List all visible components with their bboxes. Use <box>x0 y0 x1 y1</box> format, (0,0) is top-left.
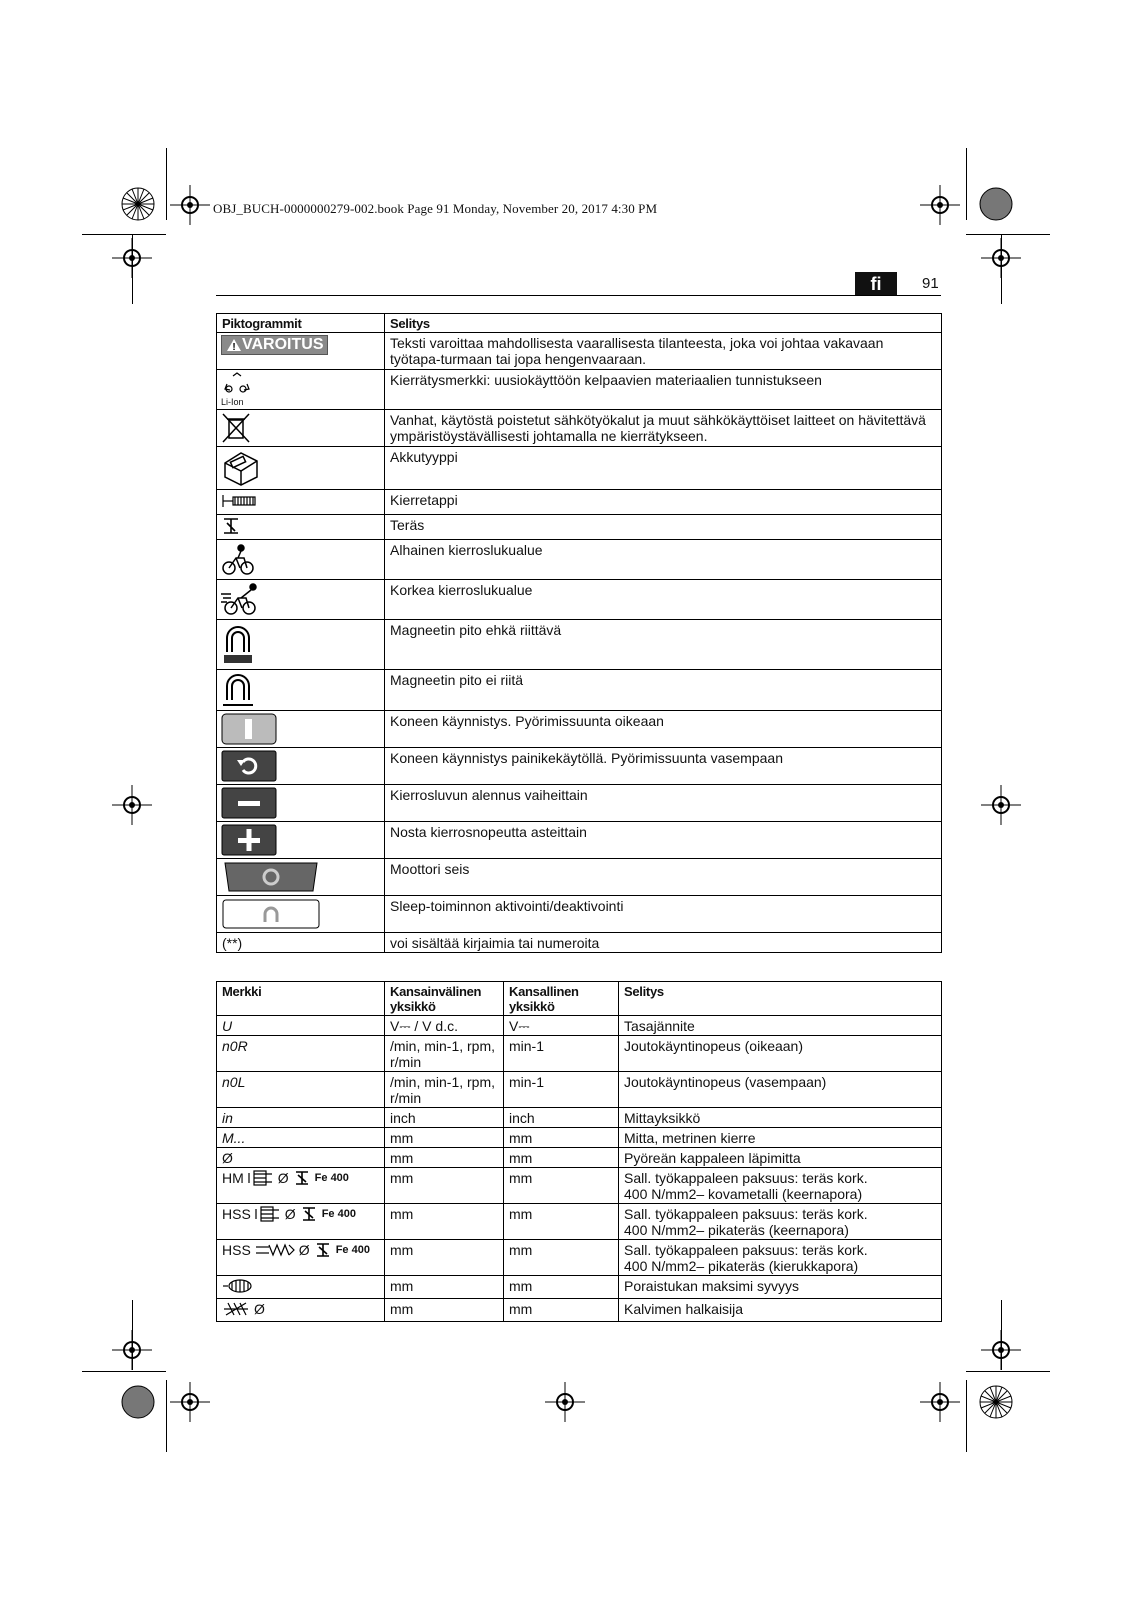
table-row <box>217 1036 942 1072</box>
registration-target-icon <box>545 1382 585 1422</box>
table-row <box>217 333 942 370</box>
magnet-weak-icon <box>221 622 255 666</box>
national-unit-cell: mm <box>504 1276 619 1299</box>
column-header: Merkki <box>217 982 385 1016</box>
registration-target-icon <box>981 785 1021 825</box>
minus-button-icon <box>221 787 277 819</box>
icon-cell <box>217 620 385 670</box>
national-unit-cell: mm <box>504 1204 619 1240</box>
description-cell: Joutokäyntinopeus (vasempaan) <box>619 1072 942 1108</box>
symbol-cell: U <box>217 1016 385 1036</box>
steel-grade-label: Fe 400 <box>335 1244 370 1256</box>
description-cell: voi sisältää kirjaimia tai numeroita <box>385 933 942 953</box>
table-row <box>217 580 942 620</box>
icon-cell <box>217 580 385 620</box>
svg-text:!: ! <box>232 342 236 352</box>
table-row <box>217 711 942 748</box>
table-row <box>217 1148 942 1168</box>
diameter-symbol: Ø <box>298 1242 310 1258</box>
reamer-icon <box>222 1301 250 1317</box>
symbol-cell: M... <box>217 1128 385 1148</box>
li-ion-label: Li-Ion <box>221 397 244 407</box>
description-cell: Korkea kierroslukualue <box>385 580 942 620</box>
core-drill-icon <box>255 1206 281 1222</box>
crop-mark <box>966 234 1050 235</box>
label-cell: (**) <box>217 933 385 953</box>
national-unit-cell: mm <box>504 1148 619 1168</box>
starburst-mark-icon <box>120 186 156 222</box>
column-header: Kansallinen yksikkö <box>504 982 619 1016</box>
steel-beam-icon <box>314 1242 332 1258</box>
intl-unit-cell: mm <box>385 1204 504 1240</box>
table-row <box>217 620 942 670</box>
registration-target-icon <box>170 185 210 225</box>
national-unit-cell: mm <box>504 1240 619 1276</box>
description-cell: Tasajännite <box>619 1016 942 1036</box>
table-row <box>217 1168 942 1204</box>
description-cell: Nosta kierrosnopeutta asteittain <box>385 822 942 859</box>
table-header-row <box>217 982 942 1016</box>
tap-icon <box>221 492 257 510</box>
table-row <box>217 1016 942 1036</box>
registration-target-icon <box>920 185 960 225</box>
icon-cell <box>217 711 385 748</box>
warning-badge: ! VAROITUS <box>221 335 328 355</box>
icon-cell <box>217 410 385 447</box>
table-row <box>217 1108 942 1128</box>
table-row <box>217 1072 942 1108</box>
symbol-cell: in <box>217 1108 385 1128</box>
description-cell: Magneetin pito ehkä riittävä <box>385 620 942 670</box>
table-row <box>217 859 942 896</box>
description-cell: Teksti varoittaa mahdollisesta vaarallisesta tilanteesta, joka voi johtaa vakavaan työtapa-turmaan tai jopa hengenvaaraan. <box>385 333 942 370</box>
intl-unit-cell: mm <box>385 1299 504 1322</box>
description-cell: Sleep-toiminnon aktivointi/deaktivointi <box>385 896 942 933</box>
description-cell: Koneen käynnistys. Pyörimissuunta oikeaan <box>385 711 942 748</box>
registration-target-icon <box>112 785 152 825</box>
page-number: 91 <box>922 275 939 292</box>
icon-cell <box>217 515 385 540</box>
description-cell: Joutokäyntinopeus (oikeaan) <box>619 1036 942 1072</box>
crop-mark <box>966 1380 967 1452</box>
description-cell: Sall. työkappaleen paksuus: teräs kork. 400 N/mm2– kovametalli (keernapora) <box>619 1168 942 1204</box>
diameter-symbol: Ø <box>254 1301 265 1317</box>
table-row <box>217 1128 942 1148</box>
symbol-label: HM <box>222 1170 244 1186</box>
intl-unit-cell: V⎓ / V d.c. <box>385 1016 504 1036</box>
column-header: Selitys <box>619 982 942 1016</box>
crop-mark <box>166 148 167 220</box>
registration-target-icon <box>981 238 1021 278</box>
registration-target-icon <box>981 1330 1021 1370</box>
description-cell: Kierretappi <box>385 490 942 515</box>
icon-cell <box>217 447 385 490</box>
table-row <box>217 670 942 711</box>
description-cell: Vanhat, käytöstä poistetut sähkötyökalut ja muut sähkökäyttöiset laitteet on hävitettävä ympäristöystävällisesti johtamalla ne kierrätykseen. <box>385 410 942 447</box>
table-row <box>217 896 942 933</box>
icon-cell <box>217 670 385 711</box>
icon-cell <box>217 859 385 896</box>
start-button-icon <box>221 713 277 745</box>
symbol-cell <box>217 1204 385 1240</box>
icon-cell <box>217 822 385 859</box>
description-cell: Poraistukan maksimi syvyys <box>619 1276 942 1299</box>
battery-icon <box>221 449 261 487</box>
stop-button-icon <box>221 861 321 893</box>
description-cell: Kierrosluvun alennus vaiheittain <box>385 785 942 822</box>
registration-target-icon <box>112 238 152 278</box>
description-cell: Mitta, metrinen kierre <box>619 1128 942 1148</box>
units-table <box>216 981 942 1322</box>
registration-target-icon <box>112 1330 152 1370</box>
table-header-row <box>217 314 942 333</box>
steel-grade-label: Fe 400 <box>314 1172 349 1184</box>
crop-mark <box>82 1371 166 1372</box>
icon-cell <box>217 785 385 822</box>
bicycle-slow-icon <box>221 542 255 576</box>
steel-grade-label: Fe 400 <box>321 1208 356 1220</box>
bicycle-fast-icon <box>221 582 261 616</box>
table-row <box>217 1240 942 1276</box>
intl-unit-cell: mm <box>385 1148 504 1168</box>
intl-unit-cell: mm <box>385 1276 504 1299</box>
description-cell: Sall. työkappaleen paksuus: teräs kork. 400 N/mm2– pikateräs (keernapora) <box>619 1204 942 1240</box>
description-cell: Sall. työkappaleen paksuus: teräs kork. 400 N/mm2– pikateräs (kierukkapora) <box>619 1240 942 1276</box>
symbol-cell: n0R <box>217 1036 385 1072</box>
crop-mark <box>966 1371 1050 1372</box>
description-cell: Kierrätysmerkki: uusiokäyttöön kelpaavien materiaalien tunnistukseen <box>385 370 942 410</box>
intl-unit-cell: inch <box>385 1108 504 1128</box>
crop-mark <box>166 1380 167 1452</box>
icon-cell <box>217 333 385 370</box>
intl-unit-cell: mm <box>385 1240 504 1276</box>
national-unit-cell: mm <box>504 1299 619 1322</box>
table-row <box>217 490 942 515</box>
icon-cell <box>217 370 385 410</box>
table-row <box>217 447 942 490</box>
icon-cell <box>217 540 385 580</box>
crossed-bin-icon <box>221 412 251 444</box>
table-row <box>217 822 942 859</box>
national-unit-cell: min-1 <box>504 1072 619 1108</box>
chuck-icon <box>222 1278 254 1294</box>
intl-unit-cell: mm <box>385 1128 504 1148</box>
grey-dot-mark-icon <box>978 186 1014 222</box>
description-cell: Pyöreän kappaleen läpimitta <box>619 1148 942 1168</box>
pictogram-table <box>216 313 942 953</box>
national-unit-cell: inch <box>504 1108 619 1128</box>
steel-beam-icon <box>300 1206 318 1222</box>
symbol-cell <box>217 1299 385 1322</box>
description-cell: Magneetin pito ei riitä <box>385 670 942 711</box>
national-unit-cell: mm <box>504 1168 619 1204</box>
description-cell: Kalvimen halkaisija <box>619 1299 942 1322</box>
intl-unit-cell: /min, min-1, rpm, r/min <box>385 1072 504 1108</box>
table-row <box>217 410 942 447</box>
table-row <box>217 540 942 580</box>
sleep-button-icon <box>221 898 321 930</box>
description-cell: Koneen käynnistys painikekäytöllä. Pyörimissuunta vasempaan <box>385 748 942 785</box>
national-unit-cell: V⎓ <box>504 1016 619 1036</box>
national-unit-cell: min-1 <box>504 1036 619 1072</box>
diameter-symbol: Ø <box>277 1170 289 1186</box>
print-header: OBJ_BUCH-0000000279-002.book Page 91 Monday, November 20, 2017 4:30 PM <box>213 201 658 216</box>
crop-mark <box>82 234 166 235</box>
description-cell: Akkutyyppi <box>385 447 942 490</box>
symbol-cell <box>217 1240 385 1276</box>
symbol-cell <box>217 1276 385 1299</box>
symbol-cell: Ø <box>217 1148 385 1168</box>
registration-target-icon <box>920 1382 960 1422</box>
steel-beam-icon <box>293 1170 311 1186</box>
national-unit-cell: mm <box>504 1128 619 1148</box>
crop-mark <box>966 148 967 220</box>
icon-cell <box>217 748 385 785</box>
table-row <box>217 933 942 953</box>
intl-unit-cell: /min, min-1, rpm, r/min <box>385 1036 504 1072</box>
symbol-cell: n0L <box>217 1072 385 1108</box>
grey-dot-mark-icon <box>120 1384 156 1420</box>
description-cell: Teräs <box>385 515 942 540</box>
description-cell: Alhainen kierroslukualue <box>385 540 942 580</box>
diameter-symbol: Ø <box>284 1206 296 1222</box>
description-cell: Mittayksikkö <box>619 1108 942 1128</box>
table-row <box>217 785 942 822</box>
reverse-button-icon <box>221 750 277 782</box>
warning-triangle-icon <box>226 338 242 352</box>
symbol-label: HSS <box>222 1206 251 1222</box>
symbol-label: HSS <box>222 1242 251 1258</box>
column-header: Kansainvälinen yksikkö <box>385 982 504 1016</box>
symbol-cell <box>217 1168 385 1204</box>
plus-button-icon <box>221 824 277 856</box>
table-row <box>217 1204 942 1240</box>
column-header: Piktogrammit <box>217 314 385 333</box>
icon-cell <box>217 896 385 933</box>
icon-cell <box>217 490 385 515</box>
table-row <box>217 1276 942 1299</box>
core-drill-icon <box>248 1170 274 1186</box>
recycling-icon <box>221 372 253 398</box>
starburst-mark-icon <box>978 1384 1014 1420</box>
intl-unit-cell: mm <box>385 1168 504 1204</box>
column-header: Selitys <box>385 314 942 333</box>
registration-target-icon <box>170 1382 210 1422</box>
header-rule <box>216 295 941 296</box>
table-row <box>217 515 942 540</box>
language-badge: fi <box>855 272 897 296</box>
description-cell: Moottori seis <box>385 859 942 896</box>
steel-beam-icon <box>221 517 241 535</box>
twist-drill-icon <box>255 1242 295 1258</box>
table-row <box>217 370 942 410</box>
magnet-none-icon <box>221 672 255 708</box>
table-row <box>217 1299 942 1322</box>
table-row <box>217 748 942 785</box>
